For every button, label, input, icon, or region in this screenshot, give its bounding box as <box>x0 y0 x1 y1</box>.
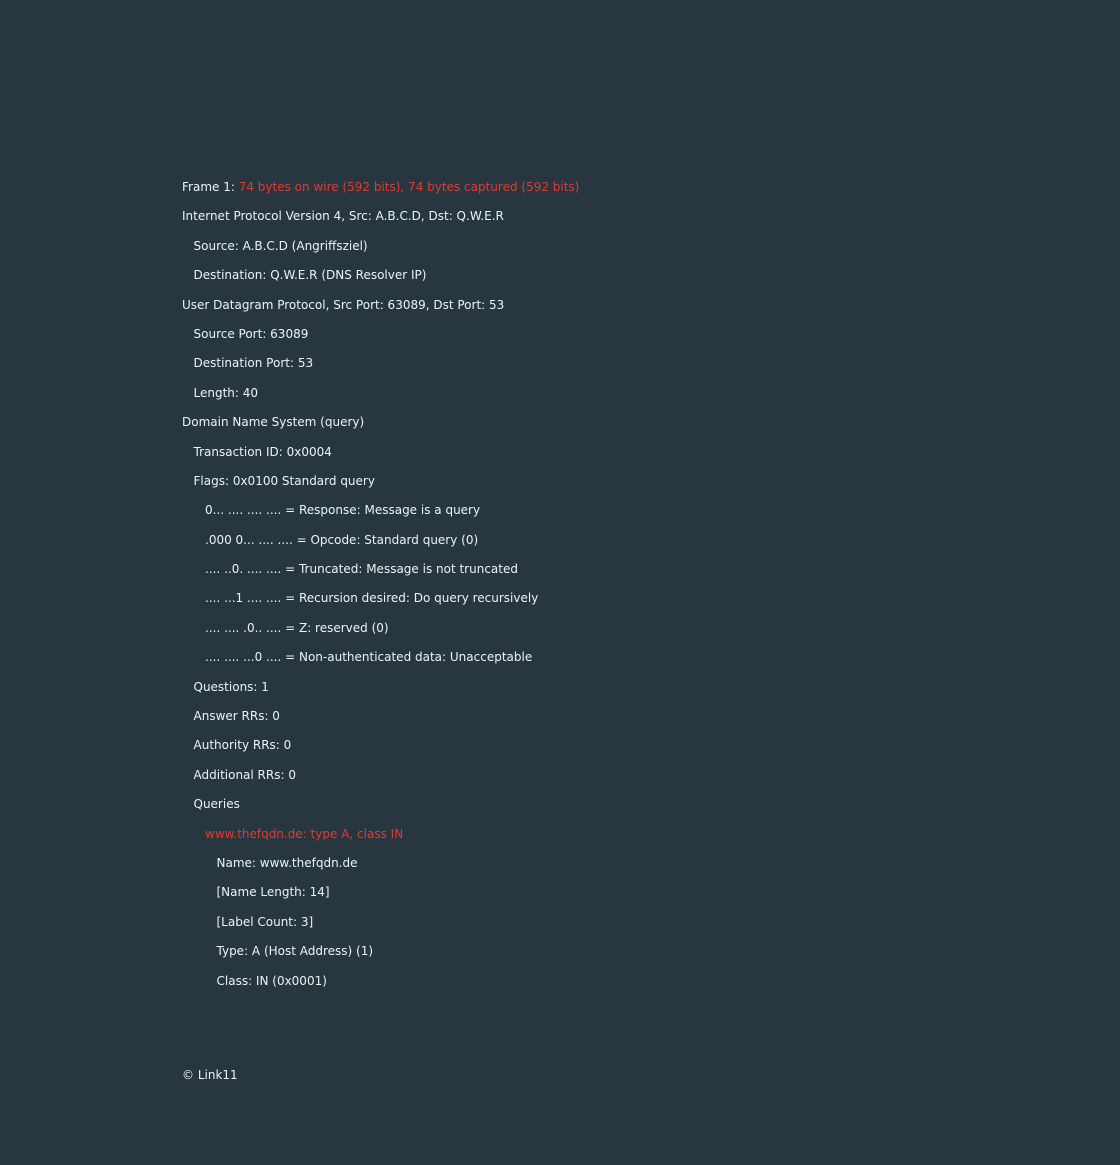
dns-authority-rrs: Authority RRs: 0 <box>193 738 292 753</box>
dns-query-summary: www.thefqdn.de: type A, class IN <box>205 826 404 841</box>
packet-details-tree <box>182 173 579 996</box>
udp-source-port: Source Port: 63089 <box>193 326 309 341</box>
dns-query-name: Name: www.thefqdn.de <box>216 855 358 870</box>
dns-flag-truncated: .... ..0. .... .... = Truncated: Message is not truncated <box>205 562 518 577</box>
copyright-notice: © Link11 <box>182 1068 238 1082</box>
dns-flags: Flags: 0x0100 Standard query <box>193 473 375 488</box>
dns-header: Domain Name System (query) <box>182 415 365 430</box>
udp-header: User Datagram Protocol, Src Port: 63089, Dst Port: 53 <box>182 297 505 312</box>
dns-flag-opcode: .000 0... .... .... = Opcode: Standard query (0) <box>205 532 479 547</box>
dns-query-label-count: [Label Count: 3] <box>216 914 314 929</box>
udp-length: Length: 40 <box>193 385 259 400</box>
frame-label: Frame 1: <box>182 180 239 194</box>
udp-destination-port: Destination Port: 53 <box>193 356 314 371</box>
dns-query-name-length: [Name Length: 14] <box>216 885 330 900</box>
dns-query-type: Type: A (Host Address) (1) <box>216 944 374 959</box>
dns-answer-rrs: Answer RRs: 0 <box>193 709 280 724</box>
dns-flag-recursion: .... ...1 .... .... = Recursion desired: Do query recursively <box>205 591 539 606</box>
dns-flag-response: 0... .... .... .... = Response: Message is a query <box>205 503 481 518</box>
dns-questions: Questions: 1 <box>193 679 269 694</box>
dns-query-class: Class: IN (0x0001) <box>216 973 327 988</box>
ip-destination: Destination: Q.W.E.R (DNS Resolver IP) <box>193 268 427 283</box>
ip-source: Source: A.B.C.D (Angriffsziel) <box>193 238 368 253</box>
frame-summary: 74 bytes on wire (592 bits), 74 bytes captured (592 bits) <box>238 180 580 194</box>
dns-queries-label: Queries <box>193 797 240 812</box>
frame-line <box>182 173 579 202</box>
ip-header: Internet Protocol Version 4, Src: A.B.C.D, Dst: Q.W.E.R <box>182 209 504 224</box>
dns-flag-z: .... .... .0.. .... = Z: reserved (0) <box>205 620 389 635</box>
dns-transaction-id: Transaction ID: 0x0004 <box>193 444 332 459</box>
dns-flag-non-auth: .... .... ...0 .... = Non-authenticated data: Unacceptable <box>205 650 533 665</box>
dns-additional-rrs: Additional RRs: 0 <box>193 767 296 782</box>
